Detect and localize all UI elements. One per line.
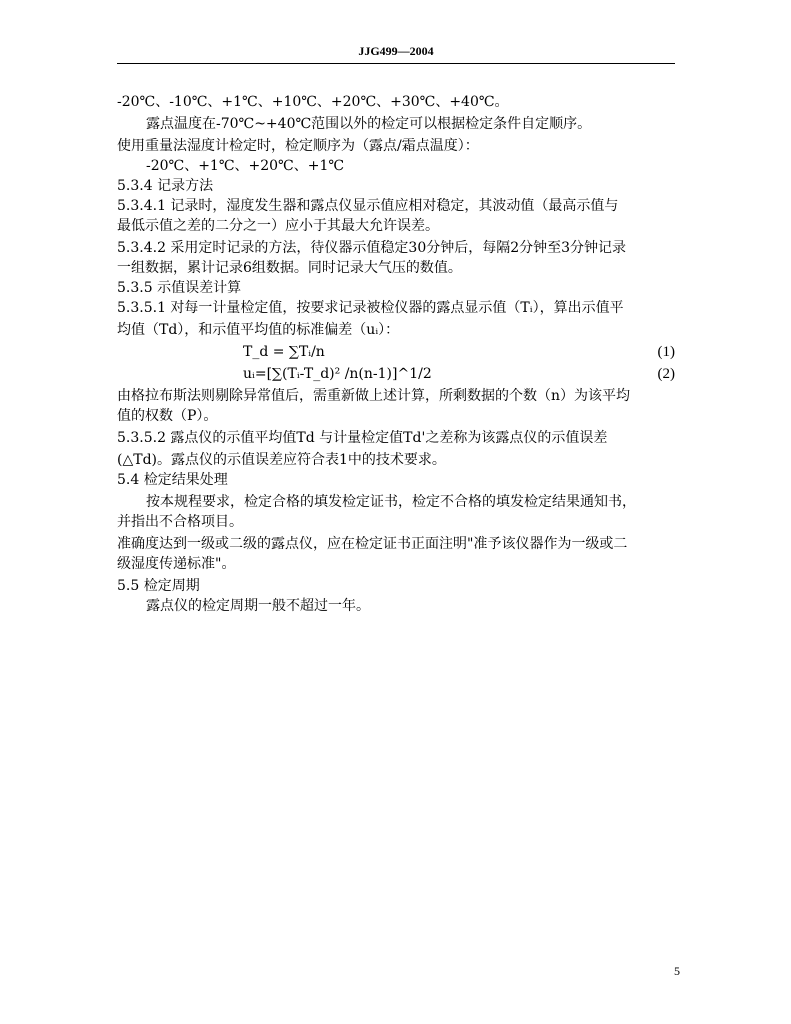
text-line: 均值（Td），和示值平均值的标准偏差（uᵢ）： xyxy=(117,322,400,338)
text-line: -20℃、-10℃、+1℃、+10℃、+20℃、+30℃、+40℃。 xyxy=(117,94,509,110)
section-heading: 5.4 检定结果处理 xyxy=(117,472,228,488)
document-header: JJG499—2004 xyxy=(358,44,434,58)
text-line: 5.3.4.2 采用定时记录的方法，待仪器示值稳定30分钟后，每隔2分钟至3分钟记录 xyxy=(117,240,627,256)
text-line: 5.3.5.1 对每一计量检定值，按要求记录被检仪器的露点显示值（Tᵢ），算出示值平 xyxy=(117,300,624,316)
section-heading: 5.3.4 记录方法 xyxy=(117,178,214,194)
formula-number: (2) xyxy=(657,366,675,382)
text-line: 露点仪的检定周期一般不超过一年。 xyxy=(146,598,370,614)
section-heading: 5.5 检定周期 xyxy=(117,578,200,594)
text-line: 使用重量法湿度计检定时，检定顺序为（露点/霜点温度）： xyxy=(117,138,479,154)
header-rule xyxy=(117,63,675,64)
formula-number: (1) xyxy=(657,344,675,360)
text-line: 5.3.4.1 记录时，湿度发生器和露点仪显示值应相对稳定，其波动值（最高示值与 xyxy=(117,198,619,214)
text-line: (△Td)。露点仪的示值误差应符合表1中的技术要求。 xyxy=(117,452,446,468)
text-line: 最低示值之差的二分之一）应小于其最大允许误差。 xyxy=(117,218,439,234)
text-line: 值的权数（P）。 xyxy=(117,408,218,424)
text-line: 一组数据，累计记录6组数据。同时记录大气压的数值。 xyxy=(117,260,462,276)
text-line: 露点温度在-70℃~+40℃范围以外的检定可以根据检定条件自定顺序。 xyxy=(146,116,592,132)
formula-2: uᵢ=[∑(Tᵢ-T_d)² /n(n-1)]^1/2 xyxy=(243,366,432,382)
section-heading: 5.3.5 示值误差计算 xyxy=(117,280,242,296)
text-line: 级湿度传递标准"。 xyxy=(117,556,236,572)
text-line: 由格拉布斯法则剔除异常值后，需重新做上述计算，所剩数据的个数（n）为该平均 xyxy=(117,388,631,404)
text-line: 准确度达到一级或二级的露点仪，应在检定证书正面注明"准予该仪器作为一级或二 xyxy=(117,536,628,552)
text-line: 按本规程要求，检定合格的填发检定证书，检定不合格的填发检定结果通知书， xyxy=(146,494,636,510)
text-line: 5.3.5.2 露点仪的示值平均值Td 与计量检定值Td'之差称为该露点仪的示值误差 xyxy=(117,430,608,446)
text-line: 并指出不合格项目。 xyxy=(117,514,243,530)
formula-1: T_d = ∑Tᵢ/n xyxy=(243,344,325,360)
page-number: 5 xyxy=(674,964,680,978)
text-line: -20℃、+1℃、+20℃、+1℃ xyxy=(146,158,345,174)
